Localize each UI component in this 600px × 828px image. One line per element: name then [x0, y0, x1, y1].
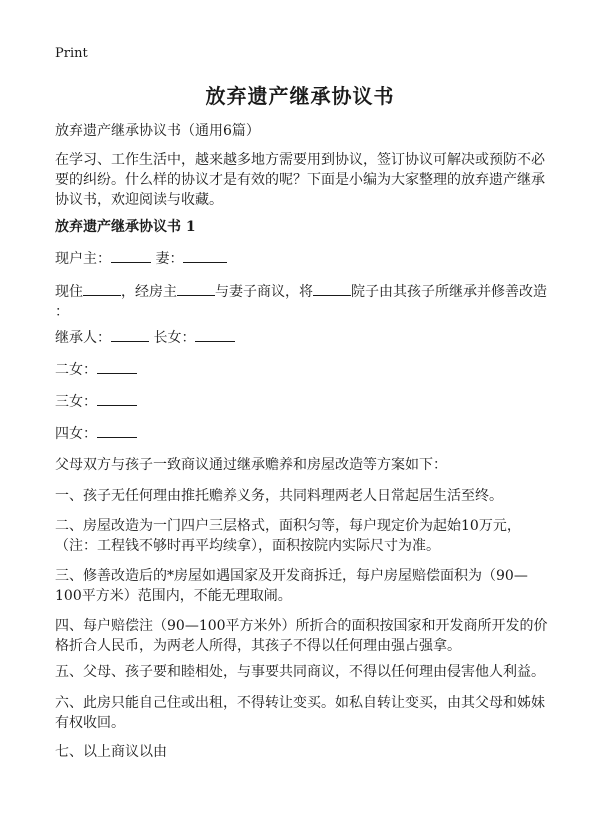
residence-line [55, 281, 550, 322]
third-blank [97, 391, 137, 406]
agree-label: 与妻子商议，将 [215, 284, 313, 300]
print-link[interactable]: Print [55, 46, 88, 61]
third-label: 三女： [55, 394, 97, 410]
courtyard-blank [313, 281, 351, 296]
eldest-label: 长女： [153, 330, 196, 346]
household-line [55, 248, 550, 269]
heir-blank [111, 327, 149, 342]
third-daughter-line [55, 391, 550, 412]
item-1: 一、孩子无任何理由推托赡养义务，共同料理两老人日常起居生活至终。 [55, 488, 503, 504]
item-3: 三、修善改造后的*房屋如遇国家及开发商拆迁，每户房屋赔偿面积为（90—100平方米）范围内，不能无理取闹。 [55, 568, 528, 604]
item-7: 七、以上商议以由 [55, 744, 167, 760]
intro-paragraph: 在学习、工作生活中，越来越多地方需要用到协议，签订协议可解决或预防不必要的纠纷。什么样的协议才是有效的呢？下面是小编为大家整理的放弃遗产继承协议书，欢迎阅读与收藏。 [55, 152, 545, 208]
colon-text: ： [55, 304, 69, 320]
heir-line [55, 327, 550, 348]
item-2: 二、房屋改造为一门四户三层格式，面积匀等，每户现定价为起始10万元，（注：工程钱不够时再平均续拿），面积按院内实际尺寸为准。 [55, 518, 521, 554]
item-4: 四、每户赔偿注（90—100平方米外）所折合的面积按国家和开发商所开发的价格折合人民币，为两老人所得，其孩子不得以任何理由强占强拿。 [55, 618, 548, 654]
heir-label: 继承人： [55, 330, 111, 346]
wife-label: 妻： [155, 251, 184, 267]
fourth-daughter-line [55, 423, 550, 444]
now-label: 现住 [55, 284, 83, 300]
item-6: 六、此房只能自己住或出租，不得转让变买。如私自转让变买，由其父母和姊妹有权收回。 [55, 695, 545, 731]
courtyard-label: 院子由其孩子所继承并修善改造 [351, 284, 547, 300]
eldest-blank [195, 327, 235, 342]
address-blank [83, 281, 121, 296]
owner-blank [177, 281, 215, 296]
household-label: 现户主： [55, 251, 111, 267]
fourth-blank [97, 423, 137, 438]
section-heading: 放弃遗产继承协议书 1 [55, 219, 196, 235]
second-blank [97, 359, 137, 374]
document-title: 放弃遗产继承协议书 [205, 84, 395, 108]
second-label: 二女： [55, 362, 97, 378]
household-blank [111, 248, 151, 263]
document-subtitle: 放弃遗产继承协议书（通用6篇） [55, 123, 260, 139]
parents-paragraph: 父母双方与孩子一致商议通过继承赡养和房屋改造等方案如下： [55, 457, 447, 473]
owner-label: ，经房主 [121, 284, 177, 300]
second-daughter-line [55, 359, 550, 380]
item-5: 五、父母、孩子要和睦相处，与事要共同商议，不得以任何理由侵害他人利益。 [55, 664, 545, 680]
fourth-label: 四女： [55, 426, 97, 442]
wife-blank [183, 248, 227, 263]
